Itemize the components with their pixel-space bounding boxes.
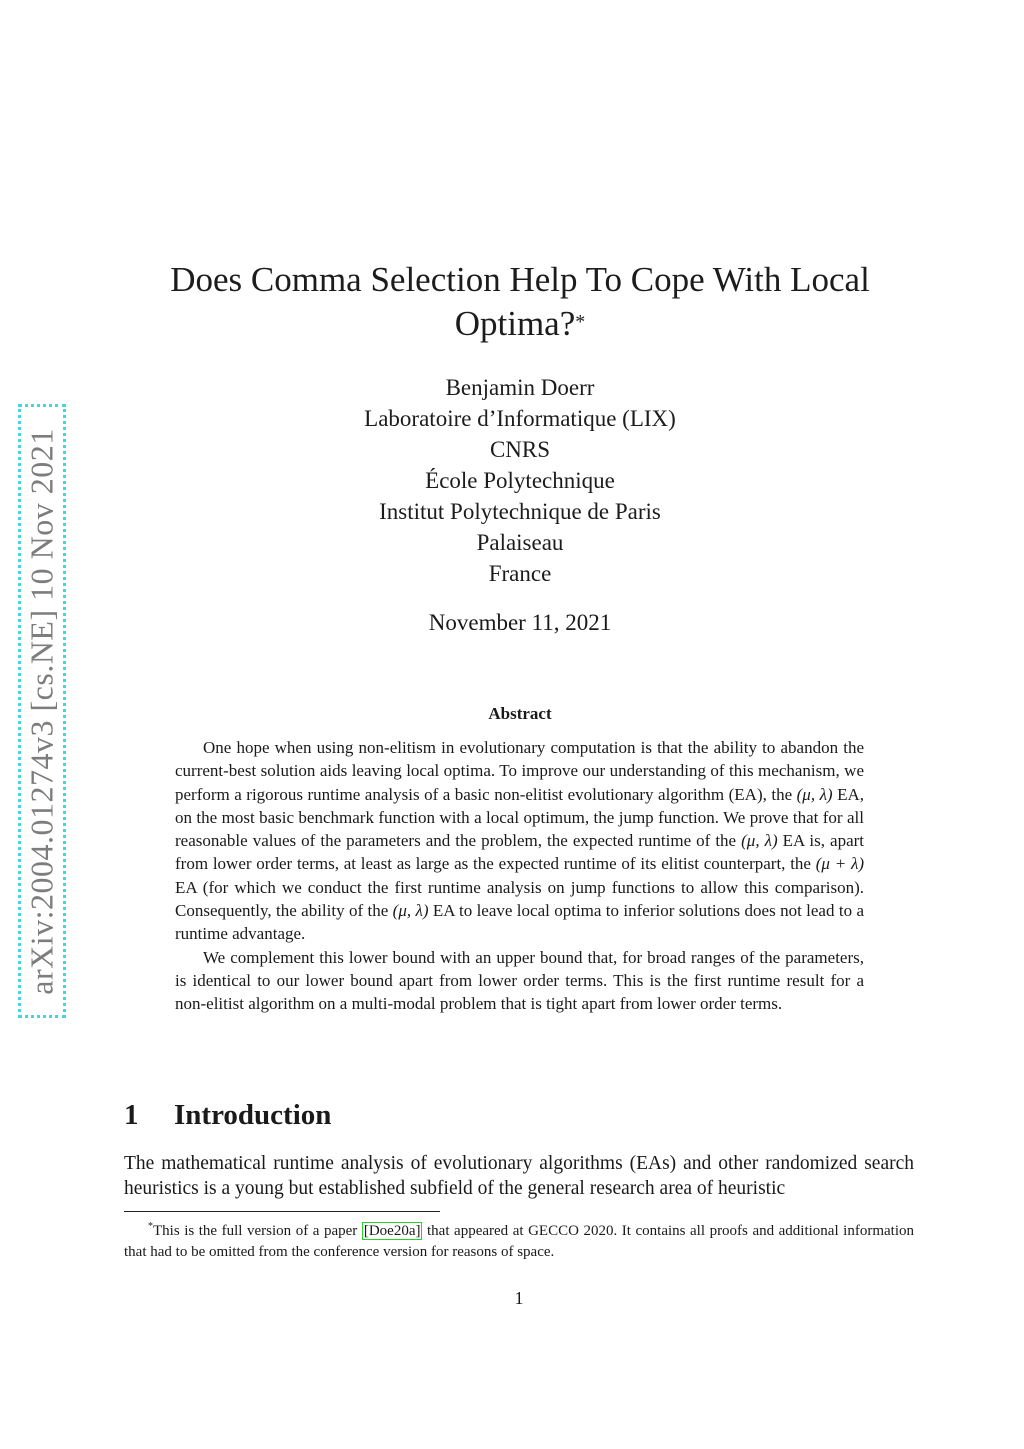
intro-paragraph: The mathematical runtime analysis of evolutionary algorithms (EAs) and other randomized search heuristics is a young but established subfield of the general research area of heuristic xyxy=(124,1153,914,1199)
abstract-paragraph xyxy=(175,736,864,946)
abstract-paragraph: We complement this lower bound with an upper bound that, for broad ranges of the parameters, is identical to our lower bound apart from lower order terms. This is the first runtime result for a non-elitist algorithm on a multi-modal problem that is tight apart from lower order terms. xyxy=(175,947,864,1014)
affiliation-line: Laboratoire d’Informatique (LIX) xyxy=(364,406,676,431)
footnote xyxy=(124,1216,914,1263)
affiliation-line: École Polytechnique xyxy=(425,468,615,493)
arxiv-identifier-stamp[interactable] xyxy=(18,404,66,1018)
affiliation-line: Institut Polytechnique de Paris xyxy=(379,499,661,524)
title-footnote-mark: * xyxy=(575,311,586,333)
abstract-text: EA, on the most basic benchmark function with a local optimum, the jump function. We prove that for all reasonable values of the parameters and the problem, the expected runtime of the xyxy=(175,784,864,851)
math-expression: (μ, λ) xyxy=(741,831,778,851)
abstract-text: One hope when using non-elitism in evolutionary computation is that the ability to abandon the current-best solution aids leaving local optima. To improve our understanding of this mechanism, we perform a rigorous runtime analysis of a basic non-elitist evolutionary algorithm (EA), the xyxy=(175,738,864,804)
footnote-text: This is the full version of a paper xyxy=(153,1223,362,1239)
abstract-text: EA is, apart from lower order terms, at least as large as the expected runtime of its elitist counterpart, the xyxy=(175,831,865,874)
math-expression: (μ, λ) xyxy=(796,784,833,804)
section-title: Introduction xyxy=(174,1099,332,1131)
author-name: Benjamin Doerr xyxy=(445,375,595,400)
abstract-text: EA (for which we conduct the first runtime analysis on jump functions to allow this comparison). Consequently, the ability of the xyxy=(175,877,864,921)
math-expression: (μ, λ) xyxy=(392,901,429,921)
paper-date: November 11, 2021 xyxy=(428,610,612,635)
section-heading xyxy=(124,1096,331,1134)
page-number: 1 xyxy=(514,1288,524,1308)
footnote-text: that appeared at GECCO 2020. It contains all proofs and additional information that had to be omitted from the conference version for reasons of space. xyxy=(124,1223,914,1260)
footnote-divider xyxy=(124,1211,440,1212)
author-affiliation-block xyxy=(220,372,820,589)
paper-title-text: Does Comma Selection Help To Cope With Local Optima? xyxy=(170,260,870,343)
abstract-text: EA to leave local optima to inferior solutions does not lead to a runtime advantage. xyxy=(175,901,864,944)
abstract-heading: Abstract xyxy=(488,704,552,723)
math-expression: (μ + λ) xyxy=(815,854,864,874)
affiliation-line: France xyxy=(488,561,552,586)
arxiv-identifier-text: arXiv:2004.01274v3 [cs.NE] 10 Nov 2021 xyxy=(23,427,60,995)
affiliation-line: Palaiseau xyxy=(476,530,564,555)
footnote-mark: * xyxy=(148,1221,153,1232)
affiliation-line: CNRS xyxy=(489,437,551,462)
abstract-body xyxy=(175,736,864,1016)
paper-title xyxy=(140,258,900,346)
citation-link[interactable]: [Doe20a] xyxy=(363,1223,421,1239)
section-number: 1 xyxy=(124,1099,139,1131)
